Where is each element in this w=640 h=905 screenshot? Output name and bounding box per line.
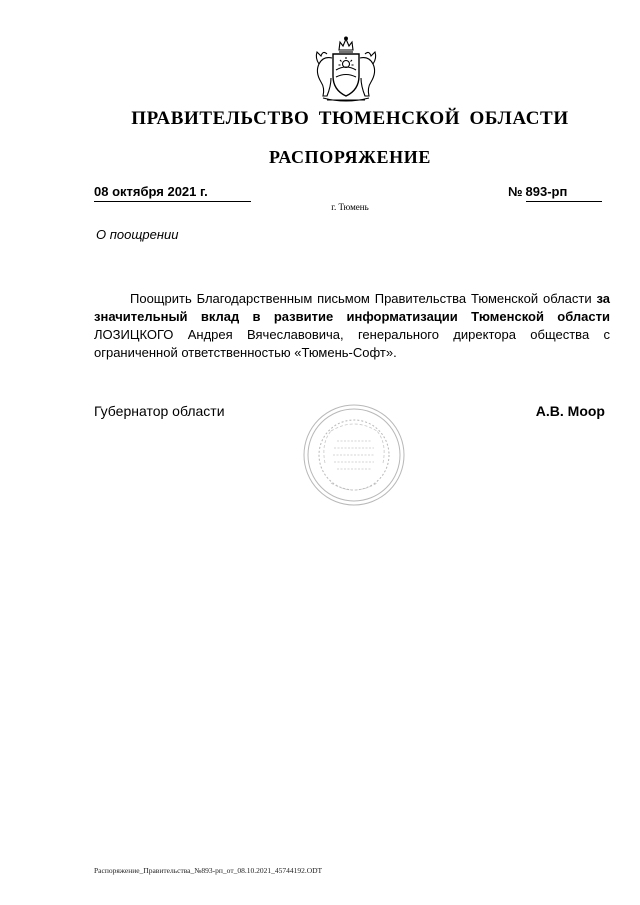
organization-title: ПРАВИТЕЛЬСТВО ТЮМЕНСКОЙ ОБЛАСТИ xyxy=(131,108,569,129)
city-label: г. Тюмень xyxy=(331,202,369,212)
body-text-emphasis: за значительный вклад в развитие информатизации Тюменской области xyxy=(94,291,610,324)
document-number-field xyxy=(508,184,605,202)
body-text-part1: Поощрить Благодарственным письмом Правительства Тюменской области xyxy=(130,291,597,306)
document-type-heading: РАСПОРЯЖЕНИЕ xyxy=(269,147,431,167)
document-body xyxy=(94,290,610,362)
body-text-part3: ЛОЗИЦКОГО Андрея Вячеславовича, генерального директора общества с ограниченной ответственностью «Тюмень-Софт». xyxy=(94,327,610,360)
document-footer-filename: Распоряжение_Правительства_№893-рп_от_08.10.2021_45744192.ODT xyxy=(94,866,323,875)
document-date: 08 октября 2021 г. xyxy=(94,184,251,202)
official-seal-stamp-icon xyxy=(301,403,407,507)
tyumen-region-coat-of-arms-icon xyxy=(309,36,383,104)
signer-title: Губернатор области xyxy=(94,403,225,419)
document-subject: О поощрении xyxy=(96,227,179,242)
document-number: 893-рп xyxy=(526,184,602,202)
number-sign: № xyxy=(508,184,523,199)
signer-name: А.В. Моор xyxy=(535,403,605,419)
